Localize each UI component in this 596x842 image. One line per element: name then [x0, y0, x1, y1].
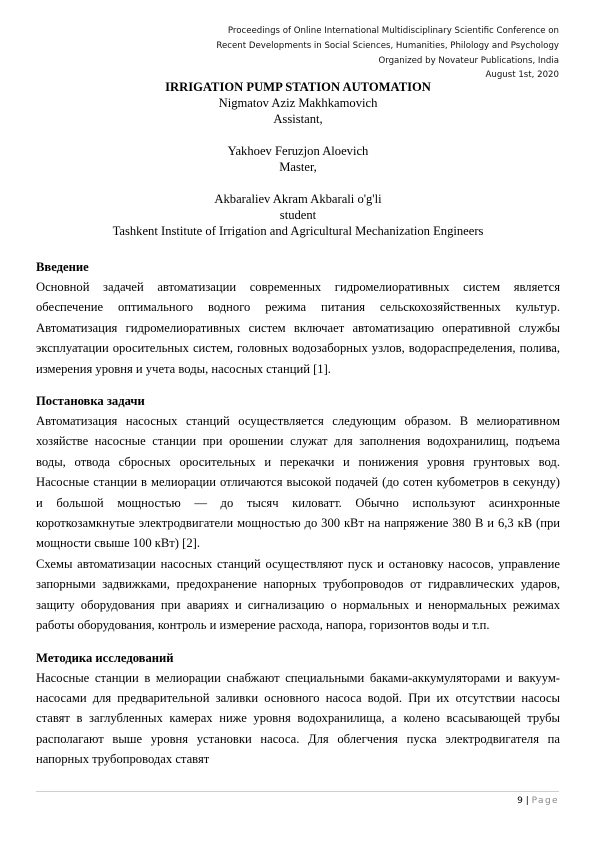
affiliation: Tashkent Institute of Irrigation and Agricultural Mechanization Engineers: [112, 224, 484, 238]
author-role: student: [279, 208, 317, 222]
footer-divider: [36, 791, 559, 792]
section-heading: Введение: [36, 260, 89, 274]
footer-separator: |: [525, 796, 529, 806]
header-line: Recent Developments in Social Sciences, Humanities, Philology and Psychology: [216, 40, 559, 51]
section-heading: Методика исследований: [36, 650, 174, 665]
page-number: 9: [517, 796, 523, 806]
paragraph: Схемы автоматизации насосных станций осуществляют пуск и остановку насосов, управление запорными задвижками, предохранение напорных трубопроводов от гидравлических ударов, защиту оборудования при авариях и сигнализацию о нормальных и ненормальных режимах работы оборудования, контроль и измерение расхода, напора, горизонтов воды и т.п.: [36, 556, 560, 633]
paragraph: Насосные станции в мелиорации снабжают специальными баками-аккумуляторами и вакуум-насосами для предварительной заливки основного насоса водой. При их отсутствии насосы ставят в заглубленных камерах ниже уровня водохранилища, а колено всасывающей трубы располагают выше уровня установки насоса. Для облегчения пуска электродвигателя па напорных трубопроводах ставят: [36, 670, 560, 767]
page-footer: [517, 796, 559, 806]
header-line: Organized by Novateur Publications, India: [378, 55, 559, 66]
author-role: Assistant,: [273, 112, 323, 126]
conference-header: [216, 24, 559, 83]
page-label: Page: [531, 796, 559, 806]
header-line: Proceedings of Online International Multidisciplinary Scientific Conference on: [227, 26, 559, 36]
author-name: Yakhoev Feruzjon Aloevich: [227, 144, 369, 158]
section-heading: Постановка задачи: [36, 394, 145, 409]
author-name: Nigmatov Aziz Makhkamovich: [218, 96, 378, 110]
paragraph: Автоматизация насосных станций осуществляется следующим образом. В мелиоративном хозяйстве насосные станции при орошении служат для заполнения водохранилищ, подъема воды, отвода сбросных оросительных и перекачки и понижения уровня грунтовых вод. Насосные станции в мелиорации отличаются высокой подачей (до сотен кубометров в секунду) и большой мощностью — до тысяч киловатт. Обычно используют асинхронные короткозамкнутые электродвигатели мощностью до 300 кВт на напряжение 380 В и 6,3 кВ (при мощности свыше 100 кВт) [2].: [36, 414, 560, 551]
paragraph: Основной задачей автоматизации современных гидромелиоративных систем является обеспечение оптимального водного режима питания сельскохозяйственных культур. Автоматизация гидромелиоративных систем включает автоматизацию оперативной службы эксплуатации оросительных систем, головных водозаборных узлов, водораспределения, полива, измерения уровня и учета воды, насосных станций [1].: [36, 280, 560, 376]
author-name: Akbaraliev Akram Akbarali o'g'li: [214, 192, 382, 206]
paper-title: IRRIGATION PUMP STATION AUTOMATION: [165, 80, 431, 94]
author-role: Master,: [279, 160, 317, 174]
paper-body: [36, 79, 560, 770]
header-date: August 1st, 2020: [485, 70, 559, 81]
